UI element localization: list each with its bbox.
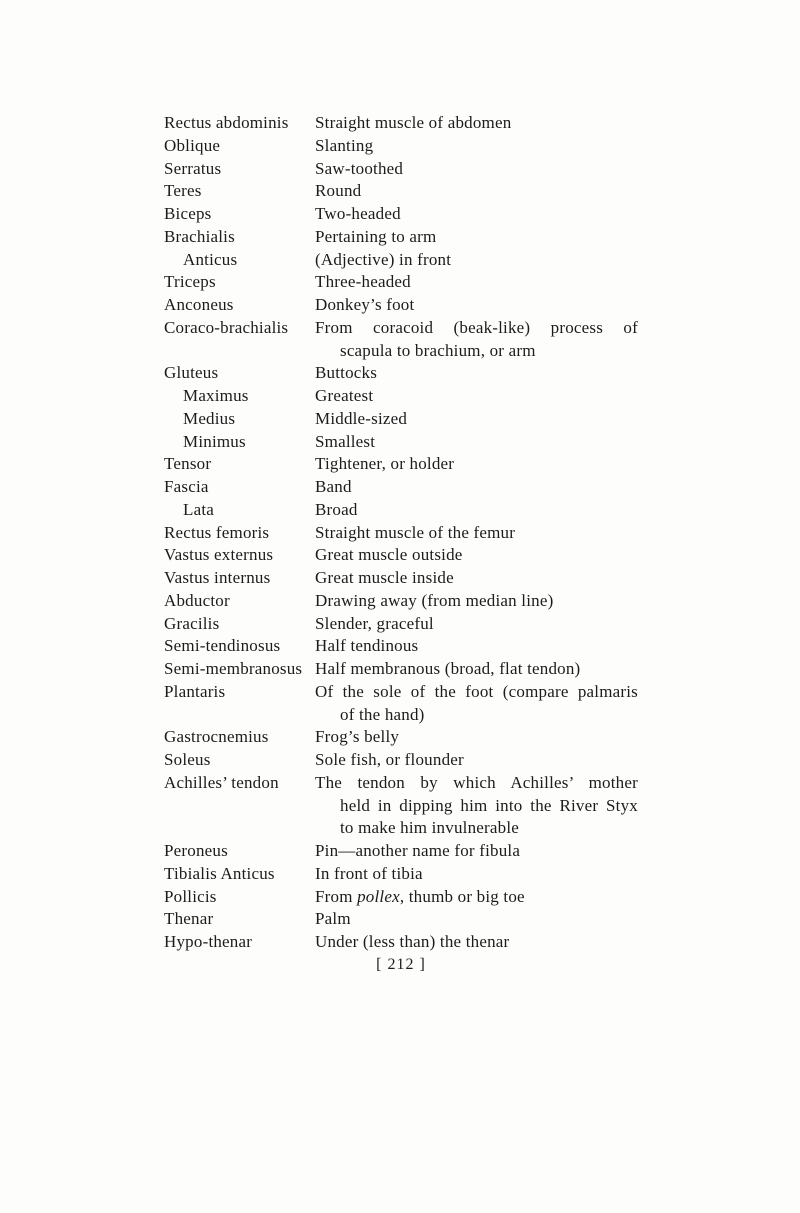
glossary-row — [164, 135, 638, 158]
term-cell: Plantaris — [164, 681, 226, 701]
glossary-row — [164, 590, 638, 613]
definition-cell — [315, 180, 638, 203]
term-cell: Soleus — [164, 750, 211, 769]
glossary-row — [164, 544, 638, 567]
definition-cell — [315, 294, 638, 317]
definition-line — [315, 567, 638, 590]
definition-cell — [315, 249, 638, 272]
definition-text: Broad — [315, 499, 358, 519]
term-cell: Rectus abdominis — [164, 113, 289, 132]
definition-text: Greatest — [315, 386, 374, 405]
definition-text: , thumb or big toe — [399, 886, 525, 906]
term-cell: Triceps — [164, 272, 216, 292]
definition-line — [315, 112, 638, 135]
definition-line — [315, 135, 638, 158]
term-cell: Abductor — [164, 590, 230, 610]
definition-text: Two-headed — [315, 204, 401, 223]
glossary-row — [164, 772, 638, 840]
definition-cell — [315, 135, 638, 158]
glossary-row — [164, 681, 638, 727]
term-cell: Rectus femoris — [164, 522, 270, 542]
glossary-row — [164, 112, 638, 135]
term-cell: Vastus internus — [164, 568, 271, 587]
glossary-row — [164, 362, 638, 385]
definition-line — [315, 795, 638, 818]
definition-text: Great muscle inside — [315, 568, 454, 587]
definition-text: scapula to brachium, or arm — [340, 340, 536, 360]
definition-line — [315, 226, 638, 249]
term-cell: Fascia — [164, 477, 209, 496]
term-cell: Semi-tendinosus — [164, 636, 281, 656]
definition-text: Half membranous (broad, flat tendon) — [315, 659, 581, 678]
glossary-row — [164, 886, 638, 909]
definition-line — [315, 203, 638, 226]
definition-cell — [315, 112, 638, 135]
term-cell: Anconeus — [164, 295, 234, 314]
term-cell: Teres — [164, 181, 202, 201]
definition-cell — [315, 385, 638, 408]
term-cell: Thenar — [164, 909, 214, 929]
definition-cell — [315, 158, 638, 181]
glossary-row — [164, 385, 638, 408]
term-cell: Minimus — [183, 431, 246, 451]
definition-line — [315, 886, 638, 909]
term-cell: Lata — [183, 499, 214, 519]
definition-cell — [315, 908, 638, 931]
glossary-row — [164, 863, 638, 886]
definition-cell — [315, 453, 638, 476]
definition-line — [315, 704, 638, 727]
term-cell: Achilles’ tendon — [164, 772, 279, 792]
definition-line — [315, 499, 638, 522]
definition-line — [315, 863, 638, 886]
glossary-row — [164, 203, 638, 226]
definition-cell — [315, 726, 638, 749]
definition-text: Great muscle outside — [315, 545, 463, 565]
glossary-row — [164, 271, 638, 294]
term-cell: Vastus externus — [164, 545, 274, 565]
term-cell: Gracilis — [164, 613, 220, 633]
definition-text: Pin—another name for fibula — [315, 841, 521, 860]
term-cell: Coraco-brachialis — [164, 317, 289, 337]
glossary-row — [164, 180, 638, 203]
definition-text: of the hand) — [340, 704, 425, 724]
definition-cell — [315, 544, 638, 567]
glossary-row — [164, 749, 638, 772]
glossary-row — [164, 249, 638, 272]
definition-text: Straight muscle of abdomen — [315, 113, 512, 132]
definition-text: Pertaining to arm — [315, 226, 437, 246]
definition-text: Palm — [315, 909, 351, 929]
term-cell: Medius — [183, 408, 236, 428]
definition-line — [315, 931, 638, 954]
definition-text: held in dipping him into the River Styx — [340, 795, 638, 815]
italic-text: pollex — [357, 886, 400, 906]
term-cell: Gastrocnemius — [164, 727, 269, 747]
definition-text: Saw-toothed — [315, 158, 404, 178]
glossary-row — [164, 499, 638, 522]
definition-line — [315, 726, 638, 749]
definition-line — [315, 772, 638, 795]
definition-text: Band — [315, 477, 352, 496]
definition-cell — [315, 317, 638, 363]
definition-text: Half tendinous — [315, 636, 419, 656]
definition-cell — [315, 362, 638, 385]
definition-line — [315, 908, 638, 931]
glossary-row — [164, 476, 638, 499]
definition-text: Frog’s belly — [315, 727, 400, 747]
term-cell: Peroneus — [164, 841, 228, 860]
glossary-row — [164, 567, 638, 590]
definition-line — [315, 658, 638, 681]
definition-line — [315, 817, 638, 840]
definition-text: In front of tibia — [315, 863, 423, 883]
definition-text: Drawing away (from median line) — [315, 590, 554, 610]
definition-text: Tightener, or holder — [315, 454, 455, 474]
definition-text: Slender, graceful — [315, 613, 434, 633]
definition-cell — [315, 635, 638, 658]
term-cell: Oblique — [164, 135, 221, 155]
glossary-row — [164, 158, 638, 181]
definition-text: (Adjective) in front — [315, 249, 452, 269]
definition-text: The tendon by which Achilles’ mother — [315, 772, 638, 792]
definition-line — [315, 385, 638, 408]
glossary-row — [164, 522, 638, 545]
definition-line — [315, 249, 638, 272]
term-cell: Biceps — [164, 204, 212, 223]
term-cell: Tibialis Anticus — [164, 863, 275, 883]
definition-text: From — [315, 886, 358, 906]
definition-cell — [315, 658, 638, 681]
definition-text: Buttocks — [315, 363, 378, 383]
definition-text: to make him invulnerable — [340, 818, 520, 838]
definition-line — [315, 340, 638, 363]
definition-cell — [315, 863, 638, 886]
definition-cell — [315, 886, 638, 909]
definition-line — [315, 522, 638, 545]
glossary-row — [164, 453, 638, 476]
definition-line — [315, 158, 638, 181]
term-cell: Pollicis — [164, 886, 217, 906]
definition-line — [315, 271, 638, 294]
definition-text: Round — [315, 181, 362, 201]
definition-text: Donkey’s foot — [315, 295, 415, 314]
muscle-glossary-list — [164, 112, 638, 954]
definition-line — [315, 180, 638, 203]
glossary-row — [164, 431, 638, 454]
definition-cell — [315, 772, 638, 840]
glossary-row — [164, 726, 638, 749]
glossary-row — [164, 635, 638, 658]
definition-text: Slanting — [315, 135, 374, 155]
definition-text: From coracoid (beak-like) process of — [315, 317, 638, 337]
term-cell: Anticus — [183, 249, 238, 269]
definition-text: Straight muscle of the femur — [315, 522, 516, 542]
definition-cell — [315, 271, 638, 294]
definition-line — [315, 681, 638, 704]
definition-text: Middle-sized — [315, 408, 408, 428]
glossary-row — [164, 226, 638, 249]
term-cell: Serratus — [164, 158, 222, 178]
definition-text: Smallest — [315, 431, 376, 451]
definition-line — [315, 408, 638, 431]
definition-cell — [315, 840, 638, 863]
term-cell: Brachialis — [164, 226, 235, 246]
definition-text: Under (less than) the thenar — [315, 932, 510, 951]
definition-line — [315, 317, 638, 340]
definition-text: Sole fish, or flounder — [315, 750, 464, 769]
definition-cell — [315, 613, 638, 636]
definition-line — [315, 613, 638, 636]
term-cell: Tensor — [164, 454, 212, 474]
definition-line — [315, 635, 638, 658]
term-cell: Gluteus — [164, 363, 219, 383]
definition-cell — [315, 226, 638, 249]
glossary-row — [164, 931, 638, 954]
definition-line — [315, 453, 638, 476]
definition-line — [315, 590, 638, 613]
glossary-row — [164, 317, 638, 363]
definition-line — [315, 544, 638, 567]
term-cell: Semi-membranosus — [164, 659, 303, 678]
definition-cell — [315, 522, 638, 545]
definition-line — [315, 362, 638, 385]
definition-line — [315, 431, 638, 454]
glossary-row — [164, 294, 638, 317]
definition-line — [315, 476, 638, 499]
definition-line — [315, 294, 638, 317]
definition-cell — [315, 476, 638, 499]
definition-cell — [315, 499, 638, 522]
term-cell: Hypo-thenar — [164, 932, 253, 951]
definition-cell — [315, 408, 638, 431]
glossary-row — [164, 908, 638, 931]
definition-line — [315, 749, 638, 772]
glossary-row — [164, 408, 638, 431]
glossary-row — [164, 658, 638, 681]
definition-cell — [315, 749, 638, 772]
definition-cell — [315, 567, 638, 590]
definition-text: Three-headed — [315, 272, 411, 292]
glossary-row — [164, 840, 638, 863]
definition-cell — [315, 590, 638, 613]
page-number-label: [ 212 ] — [376, 956, 426, 973]
glossary-row — [164, 613, 638, 636]
definition-cell — [315, 681, 638, 727]
definition-cell — [315, 203, 638, 226]
definition-cell — [315, 431, 638, 454]
definition-line — [315, 840, 638, 863]
page-number — [164, 954, 638, 977]
definition-cell — [315, 931, 638, 954]
term-cell: Maximus — [183, 386, 249, 405]
definition-text: Of the sole of the foot (compare palmaris — [315, 681, 638, 701]
